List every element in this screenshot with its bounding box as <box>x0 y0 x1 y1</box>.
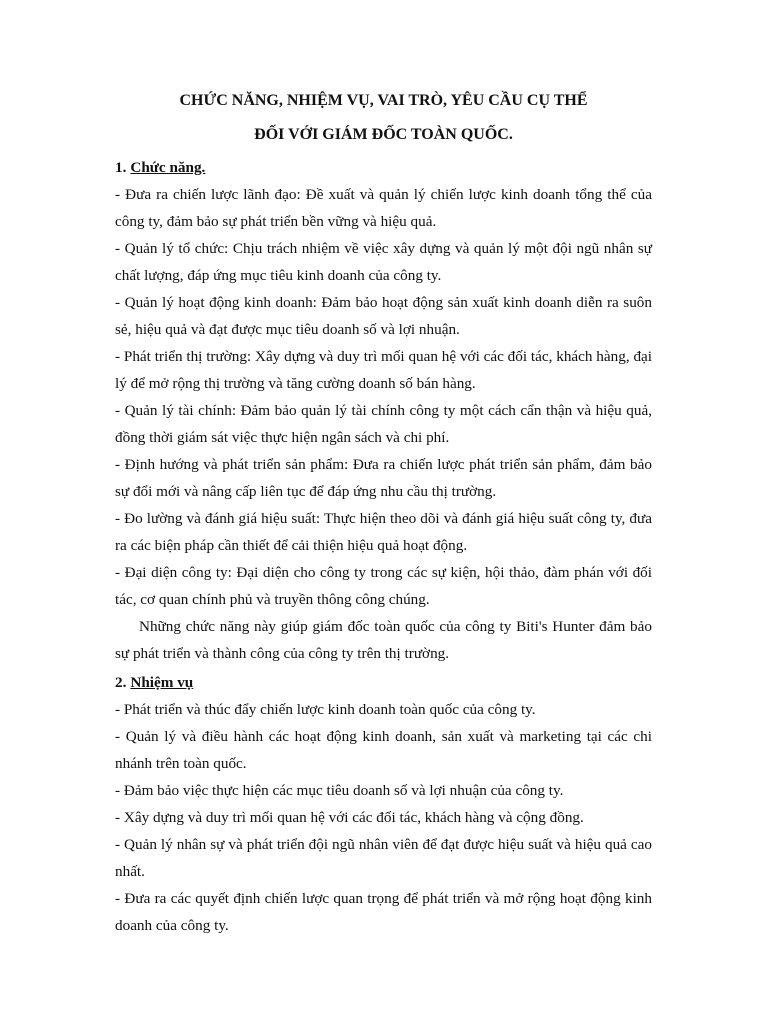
title-line-2: ĐỐI VỚI GIÁM ĐỐC TOÀN QUỐC. <box>254 126 513 143</box>
section-1-item: - Đo lường và đánh giá hiệu suất: Thực hiện theo dõi và đánh giá hiệu suất công ty, đưa ra các biện pháp cần thiết để cải thiện hiệu quả hoạt động. <box>115 510 652 554</box>
section-1-item: - Phát triển thị trường: Xây dựng và duy trì mối quan hệ với các đối tác, khách hàng, đại lý để mở rộng thị trường và tăng cường doanh số bán hàng. <box>115 348 652 392</box>
section-2-number: 2. <box>115 674 127 691</box>
section-1-number: 1. <box>115 159 127 176</box>
section-2-item: - Phát triển và thúc đẩy chiến lược kinh doanh toàn quốc của công ty. <box>115 701 536 718</box>
section-1-item: - Quản lý tài chính: Đảm bảo quản lý tài chính công ty một cách cẩn thận và hiệu quả, đồng thời giám sát việc thực hiện ngân sách và chi phí. <box>115 402 652 446</box>
section-2-label: Nhiệm vụ <box>130 674 194 691</box>
section-1-item: - Định hướng và phát triển sản phẩm: Đưa ra chiến lược phát triển sản phẩm, đảm bảo sự đổi mới và nâng cấp liên tục để đáp ứng nhu cầu thị trường. <box>115 456 652 500</box>
section-2-item: - Đảm bảo việc thực hiện các mục tiêu doanh số và lợi nhuận của công ty. <box>115 782 564 799</box>
title-line-1: CHỨC NĂNG, NHIỆM VỤ, VAI TRÒ, YÊU CẦU CỤ THỂ <box>179 92 588 109</box>
section-1-label: Chức năng. <box>130 159 206 176</box>
section-1-item: - Đại diện công ty: Đại diện cho công ty trong các sự kiện, hội thảo, đàm phán với đối tác, cơ quan chính phủ và truyền thông công chúng. <box>115 564 652 608</box>
section-2-heading <box>115 669 652 696</box>
section-1-item: - Đưa ra chiến lược lãnh đạo: Đề xuất và quản lý chiến lược kinh doanh tổng thể của công ty, đảm bảo sự phát triển bền vững và hiệu quả. <box>115 186 652 230</box>
document-page <box>115 84 652 939</box>
document-title <box>115 84 652 152</box>
section-1-heading <box>115 154 652 181</box>
section-2-item: - Đưa ra các quyết định chiến lược quan trọng để phát triển và mở rộng hoạt động kinh doanh của công ty. <box>115 890 652 934</box>
section-1-item: - Quản lý hoạt động kinh doanh: Đảm bảo hoạt động sản xuất kinh doanh diễn ra suôn sẻ, hiệu quả và đạt được mục tiêu doanh số và lợi nhuận. <box>115 294 652 338</box>
section-2-item: - Quản lý và điều hành các hoạt động kinh doanh, sản xuất và marketing tại các chi nhánh trên toàn quốc. <box>115 728 652 772</box>
section-2-item: - Xây dựng và duy trì mối quan hệ với các đối tác, khách hàng và cộng đồng. <box>115 809 584 826</box>
section-1-item: - Quản lý tổ chức: Chịu trách nhiệm về việc xây dựng và quản lý một đội ngũ nhân sự chất lượng, đáp ứng mục tiêu kinh doanh của công ty. <box>115 240 652 284</box>
section-2-item: - Quản lý nhân sự và phát triển đội ngũ nhân viên để đạt được hiệu suất và hiệu quả cao nhất. <box>115 836 652 880</box>
section-1-summary: Những chức năng này giúp giám đốc toàn quốc của công ty Biti's Hunter đảm bảo sự phát triển và thành công của công ty trên thị trường. <box>115 618 652 662</box>
